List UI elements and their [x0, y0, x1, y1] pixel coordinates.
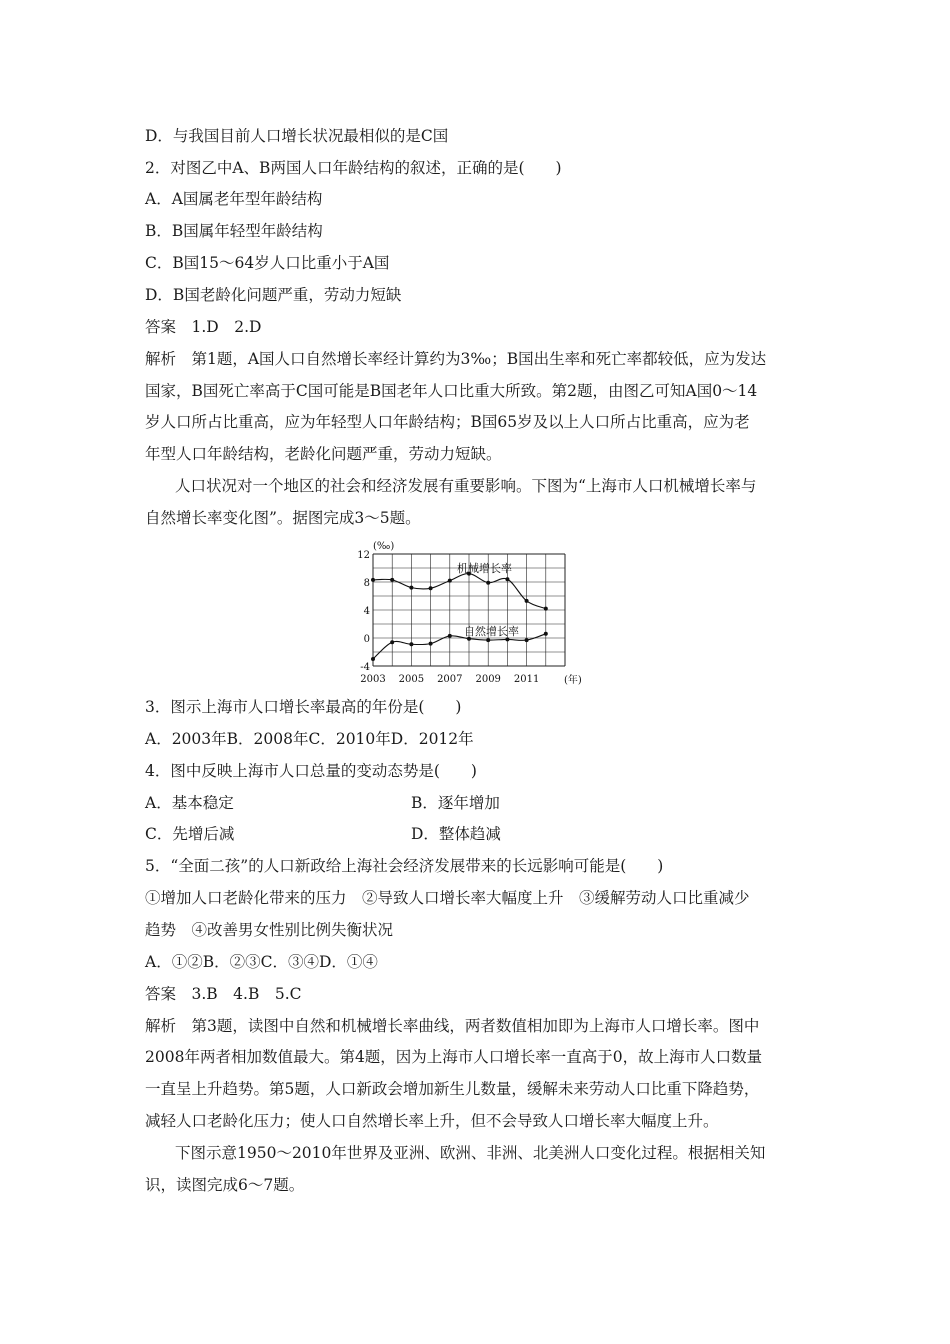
intro-3-line-1: 下图示意1950～2010年世界及亚洲、欧洲、非洲、北美洲人口变化过程。根据相关知 [175, 1144, 766, 1162]
answer-3-5: 答案 3.B 4.B 5.C [145, 985, 302, 1003]
series-line-1 [373, 634, 546, 659]
data-point [448, 579, 452, 583]
x-tick-label: 2009 [475, 674, 501, 685]
question-2-option-b: B．B国属年轻型年龄结构 [145, 222, 323, 240]
question-5-items-line-1: ①增加人口老龄化带来的压力 ②导致人口增长率大幅度上升 ③缓解劳动人口比重减少 [145, 889, 750, 907]
analysis-1-line-4: 年型人口年龄结构，老龄化问题严重，劳动力短缺。 [145, 445, 502, 463]
analysis-1-line-1: 解析 第1题，A国人口自然增长率经计算约为3‰；B国出生率和死亡率都较低，应为发达 [145, 350, 767, 368]
data-point [525, 599, 529, 603]
y-tick-label: 4 [363, 606, 370, 617]
series-group [371, 572, 548, 661]
question-4-option-d: D．整体趋减 [411, 825, 501, 843]
series-label-natural: 自然增长率 [464, 625, 519, 638]
data-point [429, 642, 433, 646]
data-point [448, 634, 452, 638]
question-4-option-c: C．先增后减 [145, 825, 235, 843]
question-3-options: A．2003年B．2008年C．2010年D．2012年 [145, 730, 474, 748]
question-3-stem: 3．图示上海市人口增长率最高的年份是( ) [145, 698, 462, 716]
intro-3-line-2: 识，读图完成6～7题。 [145, 1176, 305, 1194]
analysis-2-line-3: 一直呈上升趋势。第5题，人口新政会增加新生儿数量，缓解未来劳动人口比重下降趋势， [145, 1080, 760, 1098]
x-tick-label: 2011 [513, 674, 540, 685]
data-point [486, 638, 490, 642]
question-1-option-d: D．与我国目前人口增长状况最相似的是C国 [145, 127, 449, 145]
data-point [390, 640, 394, 644]
analysis-1-line-2: 国家，B国死亡率高于C国可能是B国老年人口比重大所致。第2题，由图乙可知A国0～14 [145, 382, 758, 400]
question-5-stem: 5．“全面二孩”的人口新政给上海社会经济发展带来的长远影响可能是( ) [145, 857, 664, 875]
analysis-2-line-1: 解析 第3题，读图中自然和机械增长率曲线，两者数值相加即为上海市人口增长率。图中 [145, 1017, 760, 1035]
data-point [390, 578, 394, 582]
analysis-2-line-4: 减轻人口老龄化压力；使人口自然增长率上升，但不会导致人口增长率大幅度上升。 [145, 1112, 719, 1130]
data-point [409, 586, 413, 590]
answer-1-2: 答案 1.D 2.D [145, 318, 262, 336]
x-tick-label: 2007 [437, 674, 463, 685]
analysis-2-line-2: 2008年两者相加数值最大。第4题，因为上海市人口增长率一直高于0，故上海市人口数量 [145, 1048, 763, 1066]
series-label-mechanical: 机械增长率 [457, 562, 512, 575]
question-5-options: A．①②B．②③C．③④D．①④ [145, 953, 378, 971]
y-tick-label: 8 [363, 578, 370, 589]
question-4-option-b: B．逐年增加 [411, 794, 500, 812]
intro-2-line-2: 自然增长率变化图”。据图完成3～5题。 [145, 509, 421, 527]
question-2-stem: 2．对图乙中A、B两国人口年龄结构的叙述，正确的是( ) [145, 159, 562, 177]
series-line-0 [373, 574, 546, 609]
x-unit-label: (年) [564, 675, 582, 686]
x-axis-labels [360, 674, 539, 685]
data-point [505, 637, 509, 641]
data-point [505, 577, 509, 581]
question-5-items-line-2: 趋势 ④改善男女性别比例失衡状况 [145, 921, 394, 939]
data-point [429, 586, 433, 590]
x-tick-label: 2005 [398, 674, 425, 685]
question-2-option-a: A．A国属老年型年龄结构 [145, 190, 323, 208]
data-point [486, 581, 490, 585]
data-point [525, 638, 529, 642]
analysis-1-line-3: 岁人口所占比重高，应为年轻型人口年龄结构；B国65岁及以上人口所占比重高，应为老 [145, 413, 750, 431]
data-point [371, 578, 375, 582]
unit-label: (‰) [373, 541, 395, 552]
y-tick-label: 0 [363, 634, 370, 645]
question-2-option-d: D．B国老龄化问题严重，劳动力短缺 [145, 286, 402, 304]
data-point [544, 632, 548, 636]
data-point [409, 642, 413, 646]
question-2-option-c: C．B国15～64岁人口比重小于A国 [145, 254, 390, 272]
question-4-stem: 4．图中反映上海市人口总量的变动态势是( ) [145, 762, 477, 780]
x-tick-label: 2003 [360, 674, 386, 685]
y-tick-label: 12 [357, 550, 370, 561]
intro-2-line-1: 人口状况对一个地区的社会和经济发展有重要影响。下图为“上海市人口机械增长率与 [175, 477, 757, 495]
data-point [371, 657, 375, 661]
y-tick-label: -4 [360, 662, 370, 673]
growth-rate-chart [353, 540, 593, 690]
question-4-option-a: A．基本稳定 [145, 794, 234, 812]
y-axis-labels [357, 550, 370, 673]
data-point [544, 607, 548, 611]
